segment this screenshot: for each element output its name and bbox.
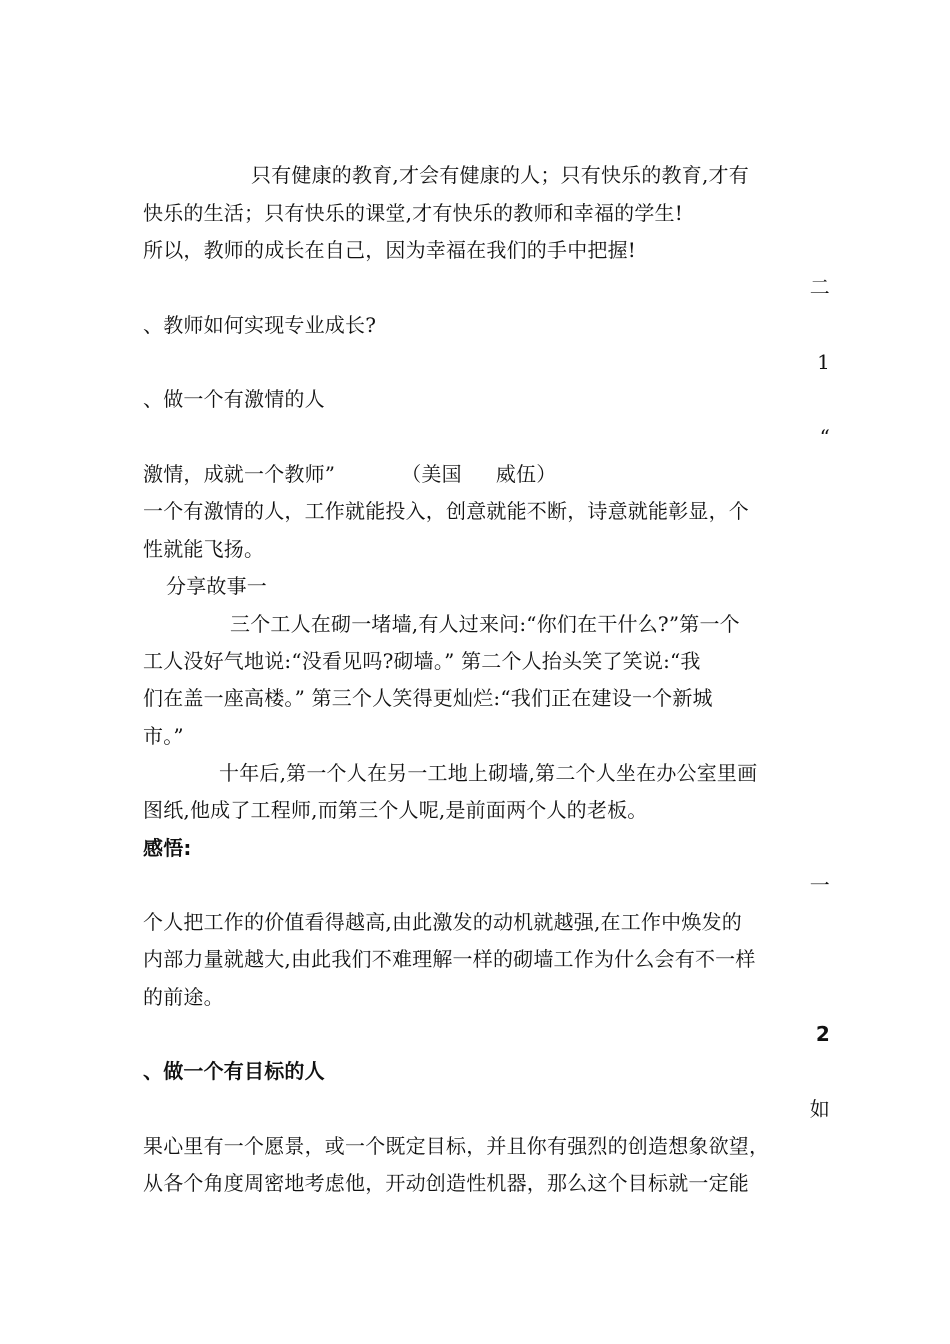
story-line-6: 图纸,他成了工程师,而第三个人呢,是前面两个人的老板。: [143, 798, 648, 822]
item1-body-line-2: 性就能飞扬。: [143, 537, 265, 561]
intro-line-3: 所以，教师的成长在自己，因为幸福在我们的手中把握!: [143, 238, 637, 262]
item2-heading: 、做一个有目标的人: [143, 1059, 325, 1083]
story-title: 分享故事一: [166, 574, 267, 598]
section-number: 二: [809, 275, 830, 299]
insight-line-3: 的前途。: [143, 985, 224, 1009]
story-line-3: 们在盖一座高楼。” 第三个人笑得更灿烂:“我们正在建设一个新城: [143, 686, 713, 710]
intro-line-2: 快乐的生活；只有快乐的课堂,才有快乐的教师和幸福的学生!: [143, 201, 683, 225]
item1-heading: 、做一个有激情的人: [143, 387, 325, 411]
item1-body-line-1: 一个有激情的人，工作就能投入，创意就能不断，诗意就能彰显，个: [143, 499, 749, 523]
quote-source-country: （美国: [401, 462, 462, 486]
intro-line-1: 只有健康的教育,才会有健康的人；只有快乐的教育,才有: [251, 163, 749, 187]
section-heading: 、教师如何实现专业成长?: [143, 313, 377, 337]
insight-label: 感悟:: [143, 836, 192, 860]
insight-line-1: 个人把工作的价值看得越高,由此激发的动机就越强,在工作中焕发的: [143, 910, 742, 934]
story-line-1: 三个工人在砌一堵墙,有人过来问:“你们在干什么?”第一个: [230, 612, 740, 636]
item2-number: 2: [815, 1022, 830, 1046]
story-line-5: 十年后,第一个人在另一工地上砌墙,第二个人坐在办公室里画: [219, 761, 758, 785]
quote-text: 激情，成就一个教师”: [143, 462, 336, 486]
story-line-4: 市。”: [143, 724, 184, 748]
quote-open-mark: “: [819, 425, 830, 449]
quote-source-name: 威伍）: [495, 462, 557, 486]
item1-number: 1: [817, 350, 830, 374]
insight-lead-char: 一: [809, 873, 830, 897]
insight-line-2: 内部力量就越大,由此我们不难理解一样的砌墙工作为什么会有不一样: [143, 947, 756, 971]
item2-lead-char: 如: [809, 1097, 830, 1121]
item2-line-1: 果心里有一个愿景，或一个既定目标，并且你有强烈的创造想象欲望，: [143, 1134, 770, 1158]
story-line-2: 工人没好气地说:“没看见吗?砌墙。” 第二个人抬头笑了笑说:“我: [143, 649, 701, 673]
item2-line-2: 从各个角度周密地考虑他，开动创造性机器，那么这个目标就一定能: [143, 1171, 749, 1195]
quote-line: [143, 461, 556, 487]
